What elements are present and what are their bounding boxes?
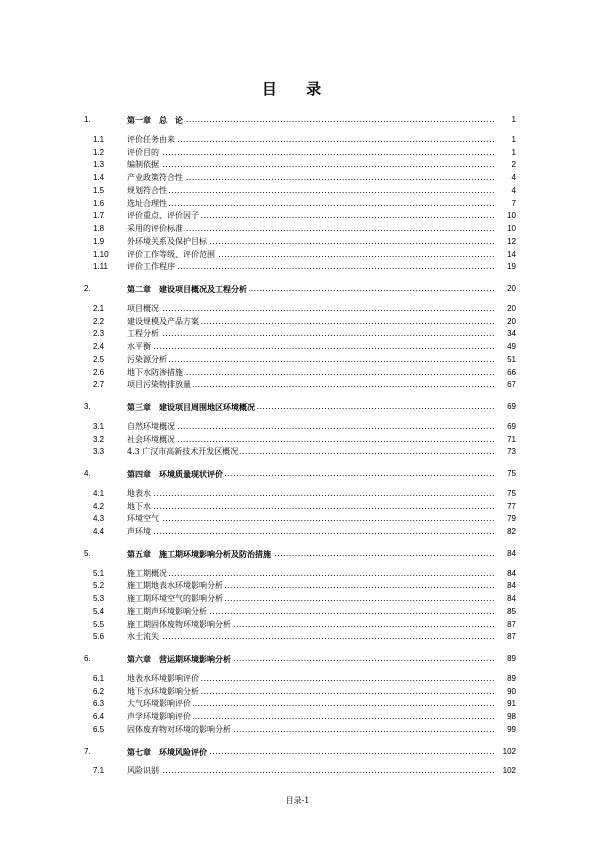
toc-entry-number: 1. [84, 115, 91, 124]
toc-entry-page-number: 20 [495, 316, 516, 328]
dot-leader [127, 526, 516, 538]
toc-entry-number: 1.6 [93, 198, 105, 208]
toc-entry-number: 5. [84, 548, 91, 558]
toc-entry-number: 4.3 [93, 514, 105, 524]
toc-entry-page-number: 89 [495, 653, 516, 665]
toc-section-entry[interactable] [0, 421, 595, 433]
toc-entry-title: 地下水 [127, 501, 151, 511]
toc-section-entry[interactable] [0, 568, 595, 580]
toc-entry-title: 4.3 广汉市高新技术开发区概况 [127, 447, 239, 457]
toc-entry-title: 水土流失 [127, 632, 159, 642]
dot-leader [127, 367, 516, 379]
toc-entry-number: 1.2 [93, 147, 105, 157]
toc-section-entry[interactable] [0, 223, 595, 235]
toc-entry-number: 4.4 [93, 527, 105, 536]
toc-entry-page-number: 85 [495, 606, 516, 618]
toc-section-entry[interactable] [0, 580, 595, 592]
toc-entry-page-number: 20 [495, 283, 516, 295]
toc-entry-title: 环境空气 [127, 514, 159, 524]
page-title: 目 录 [261, 80, 334, 98]
toc-entry-number: 1.5 [93, 185, 105, 195]
toc-entry-number: 6.4 [93, 712, 105, 721]
dot-leader [127, 134, 516, 146]
toc-section-entry[interactable] [0, 686, 595, 698]
toc-entry-page-number: 90 [495, 686, 516, 698]
toc-entry-page-number: 84 [495, 548, 516, 560]
toc-section-entry[interactable] [0, 619, 595, 631]
toc-entry-title: 建设规模及产品方案 [127, 316, 199, 326]
toc-entry-title: 施工期概况 [127, 568, 167, 578]
toc-entry-page-number: 84 [495, 580, 516, 592]
toc-section-entry[interactable] [0, 593, 595, 605]
dot-leader [127, 159, 516, 171]
toc-entry-title: 采用的评价标准 [127, 224, 183, 233]
toc-entry-page-number: 69 [495, 401, 516, 413]
toc-section-entry[interactable] [0, 159, 595, 171]
toc-entry-number: 5.2 [93, 581, 105, 591]
toc-section-entry[interactable] [0, 341, 595, 353]
toc-entry-number: 7.1 [93, 766, 105, 776]
toc-section-entry[interactable] [0, 210, 595, 222]
toc-section-entry[interactable] [0, 513, 595, 525]
dot-leader [127, 488, 516, 500]
toc-section-entry[interactable] [0, 631, 595, 643]
toc-entry-number: 6.5 [93, 724, 105, 734]
toc-section-entry[interactable] [0, 711, 595, 723]
toc-entry-page-number: 7 [495, 198, 516, 210]
toc-entry-number: 4.1 [93, 488, 105, 498]
toc-entry-title: 水平衡 [127, 342, 151, 351]
toc-section-entry[interactable] [0, 724, 595, 736]
toc-entry-title: 工程分析 [127, 329, 159, 339]
toc-entry-page-number: 75 [495, 488, 516, 500]
toc-entry-page-number: 10 [495, 210, 516, 222]
toc-entry-page-number: 2 [495, 159, 516, 171]
toc-entry-title: 评价工作程序 [127, 262, 175, 272]
toc-entry-title: 地表水环境影响评价 [127, 673, 199, 683]
toc-entry-title: 规划符合性 [127, 185, 167, 195]
toc-entry-page-number: 1 [495, 114, 516, 126]
toc-entry-title: 社会环境概况 [127, 434, 175, 444]
toc-entry-title: 固体废弃物对环境的影响分析 [127, 724, 231, 734]
toc-entry-page-number: 51 [495, 354, 516, 366]
toc-entry-number: 3. [84, 402, 91, 411]
dot-leader [127, 765, 516, 777]
toc-section-entry[interactable] [0, 526, 595, 538]
toc-entry-page-number: 4 [495, 172, 516, 184]
toc-entry-page-number: 75 [495, 468, 516, 480]
toc-entry-page-number: 102 [495, 765, 516, 777]
toc-section-entry[interactable] [0, 501, 595, 513]
toc-entry-page-number: 98 [495, 711, 516, 723]
toc-entry-number: 1.9 [93, 236, 105, 246]
toc-entry-page-number: 69 [495, 421, 516, 433]
toc-entry-title: 第三章 建设项目周围地区环境概况 [127, 402, 255, 412]
toc-entry-page-number: 84 [495, 593, 516, 605]
toc-entry-number: 6.2 [93, 686, 105, 696]
toc-entry-title: 产业政策符合性 [127, 173, 183, 182]
dot-leader [127, 568, 516, 580]
toc-entry-number: 2.5 [93, 354, 105, 364]
toc-entry-page-number: 49 [495, 341, 516, 353]
dot-leader [127, 114, 516, 126]
toc-section-entry[interactable] [0, 434, 595, 446]
toc-entry-number: 6. [84, 654, 91, 663]
toc-entry-title: 地下水防渗措施 [127, 367, 183, 377]
toc-entry-page-number: 10 [495, 223, 516, 235]
toc-entry-title: 施工期地表水环境影响分析 [127, 581, 223, 591]
toc-entry-page-number: 71 [495, 434, 516, 446]
toc-entry-title: 项目污染物排放量 [127, 380, 191, 390]
toc-entry-title: 评价目的 [127, 147, 159, 157]
toc-entry-title: 第五章 施工期环境影响分析及防治措施 [127, 548, 271, 559]
toc-entry-number: 7. [84, 746, 91, 756]
dot-leader [127, 501, 516, 513]
toc-section-entry[interactable] [0, 328, 595, 340]
toc-entry-title: 地下水环境影响分析 [127, 686, 199, 696]
toc-entry-title: 评价任务由来 [127, 134, 175, 144]
toc-entry-number: 3.1 [93, 421, 105, 431]
toc-section-entry[interactable] [0, 236, 595, 248]
toc-entry-page-number: 89 [495, 673, 516, 685]
toc-entry-number: 2. [84, 284, 91, 293]
toc-entry-page-number: 79 [495, 513, 516, 525]
toc-entry-number: 1.1 [93, 134, 105, 144]
toc-chapter-entry[interactable] [0, 548, 595, 560]
dot-leader [127, 185, 516, 197]
toc-chapter-entry[interactable] [0, 114, 595, 126]
toc-entry-number: 2.1 [93, 303, 105, 313]
toc-entry-title: 选址合理性 [127, 198, 167, 208]
toc-section-entry[interactable] [0, 303, 595, 315]
toc-entry-title: 自然环境概况 [127, 421, 175, 431]
toc-entry-title: 施工期环境空气的影响分析 [127, 594, 223, 603]
toc-section-entry[interactable] [0, 354, 595, 366]
toc-entry-title: 大气环境影响评价 [127, 699, 191, 709]
toc-entry-title: 地表水 [127, 488, 151, 498]
toc-section-entry[interactable] [0, 367, 595, 379]
toc-entry-number: 1.8 [93, 224, 105, 233]
dot-leader [127, 421, 516, 433]
toc-entry-page-number: 20 [495, 303, 516, 315]
toc-section-entry[interactable] [0, 261, 595, 273]
toc-chapter-entry[interactable] [0, 401, 595, 413]
dot-leader [127, 341, 516, 353]
toc-entry-number: 2.7 [93, 380, 105, 390]
toc-entry-number: 2.6 [93, 367, 105, 377]
dot-leader [127, 328, 516, 340]
toc-entry-page-number: 1 [495, 134, 516, 146]
dot-leader [127, 172, 516, 184]
toc-entry-page-number: 84 [495, 568, 516, 580]
dot-leader [127, 434, 516, 446]
toc-entry-title: 第四章 环境质量现状评价 [127, 469, 223, 479]
dot-leader [127, 303, 516, 315]
toc-chapter-entry[interactable] [0, 468, 595, 480]
toc-entry-number: 1.7 [93, 211, 105, 221]
toc-entry-number: 5.6 [93, 632, 105, 642]
toc-entry-number: 3.3 [93, 447, 105, 457]
toc-chapter-entry[interactable] [0, 653, 595, 665]
toc-chapter-entry[interactable] [0, 283, 595, 295]
toc-section-entry[interactable] [0, 147, 595, 159]
toc-entry-title: 第二章 建设项目概况及工程分析 [127, 284, 247, 294]
toc-entry-title: 施工期固体废物环境影响分析 [127, 619, 231, 629]
toc-entry-page-number: 77 [495, 501, 516, 513]
toc-entry-page-number: 4 [495, 185, 516, 197]
toc-entry-number: 2.4 [93, 342, 105, 351]
toc-section-entry[interactable] [0, 316, 595, 328]
toc-entry-page-number: 82 [495, 526, 516, 538]
toc-entry-title: 施工期声环境影响分析 [127, 606, 207, 616]
toc-entry-title: 评价重点、评价因子 [127, 211, 199, 221]
toc-entry-page-number: 87 [495, 631, 516, 643]
toc-entry-number: 1.3 [93, 160, 105, 170]
toc-entry-number: 6.1 [93, 673, 105, 683]
toc-section-entry[interactable] [0, 198, 595, 210]
toc-entry-page-number: 12 [495, 236, 516, 248]
toc-entry-number: 5.3 [93, 594, 105, 603]
toc-entry-title: 风险识别 [127, 766, 159, 776]
toc-entry-page-number: 14 [495, 249, 516, 261]
toc-section-entry[interactable] [0, 488, 595, 500]
dot-leader [127, 147, 516, 159]
toc-entry-page-number: 66 [495, 367, 516, 379]
toc-section-entry[interactable] [0, 172, 595, 184]
toc-section-entry[interactable] [0, 765, 595, 777]
toc-entry-page-number: 91 [495, 698, 516, 710]
toc-entry-number: 6.3 [93, 699, 105, 709]
toc-entry-number: 3.2 [93, 434, 105, 444]
toc-entry-number: 5.4 [93, 606, 105, 616]
toc-entry-page-number: 67 [495, 379, 516, 391]
toc-entry-number: 2.3 [93, 329, 105, 339]
toc-entry-title: 污染源分析 [127, 354, 167, 364]
toc-section-entry[interactable] [0, 249, 595, 261]
dot-leader [127, 261, 516, 273]
toc-chapter-entry[interactable] [0, 746, 595, 758]
toc-entry-title: 声环境 [127, 527, 151, 536]
toc-entry-page-number: 102 [495, 746, 516, 758]
toc-section-entry[interactable] [0, 698, 595, 710]
toc-entry-title: 第七章 环境风险评价 [127, 746, 207, 757]
toc-entry-page-number: 99 [495, 724, 516, 736]
toc-entry-number: 2.2 [93, 316, 105, 326]
toc-entry-page-number: 73 [495, 446, 516, 458]
toc-entry-number: 4.2 [93, 501, 105, 511]
toc-entry-number: 1.10 [93, 249, 109, 259]
toc-entry-number: 1.4 [93, 173, 105, 182]
toc-entry-title: 声学环境影响评价 [127, 712, 191, 721]
toc-entry-title: 外环境关系及保护目标 [127, 236, 207, 246]
toc-section-entry[interactable] [0, 446, 595, 458]
toc-entry-title: 项目概况 [127, 303, 159, 313]
toc-entry-title: 第六章 营运期环境影响分析 [127, 654, 231, 664]
page-footer: 目录-1 [285, 796, 310, 805]
dot-leader [127, 631, 516, 643]
toc-section-entry[interactable] [0, 379, 595, 391]
toc-section-entry[interactable] [0, 134, 595, 146]
toc-entry-title: 评价工作等级、评价范围 [127, 249, 215, 259]
toc-entry-title: 第一章 总 论 [127, 115, 183, 125]
toc-entry-number: 5.1 [93, 568, 105, 578]
toc-entry-page-number: 34 [495, 328, 516, 340]
toc-entry-number: 5.5 [93, 619, 105, 629]
toc-entry-page-number: 87 [495, 619, 516, 631]
dot-leader [127, 198, 516, 210]
toc-entry-number: 1.11 [93, 262, 108, 272]
dot-leader [127, 513, 516, 525]
toc-section-entry[interactable] [0, 606, 595, 618]
dot-leader [127, 223, 516, 235]
dot-leader [127, 354, 516, 366]
toc-entry-page-number: 19 [495, 261, 516, 273]
toc-entry-title: 编制依据 [127, 160, 159, 170]
toc-section-entry[interactable] [0, 185, 595, 197]
toc-entry-page-number: 1 [495, 147, 516, 159]
toc-entry-number: 4. [84, 469, 91, 478]
toc-section-entry[interactable] [0, 673, 595, 685]
